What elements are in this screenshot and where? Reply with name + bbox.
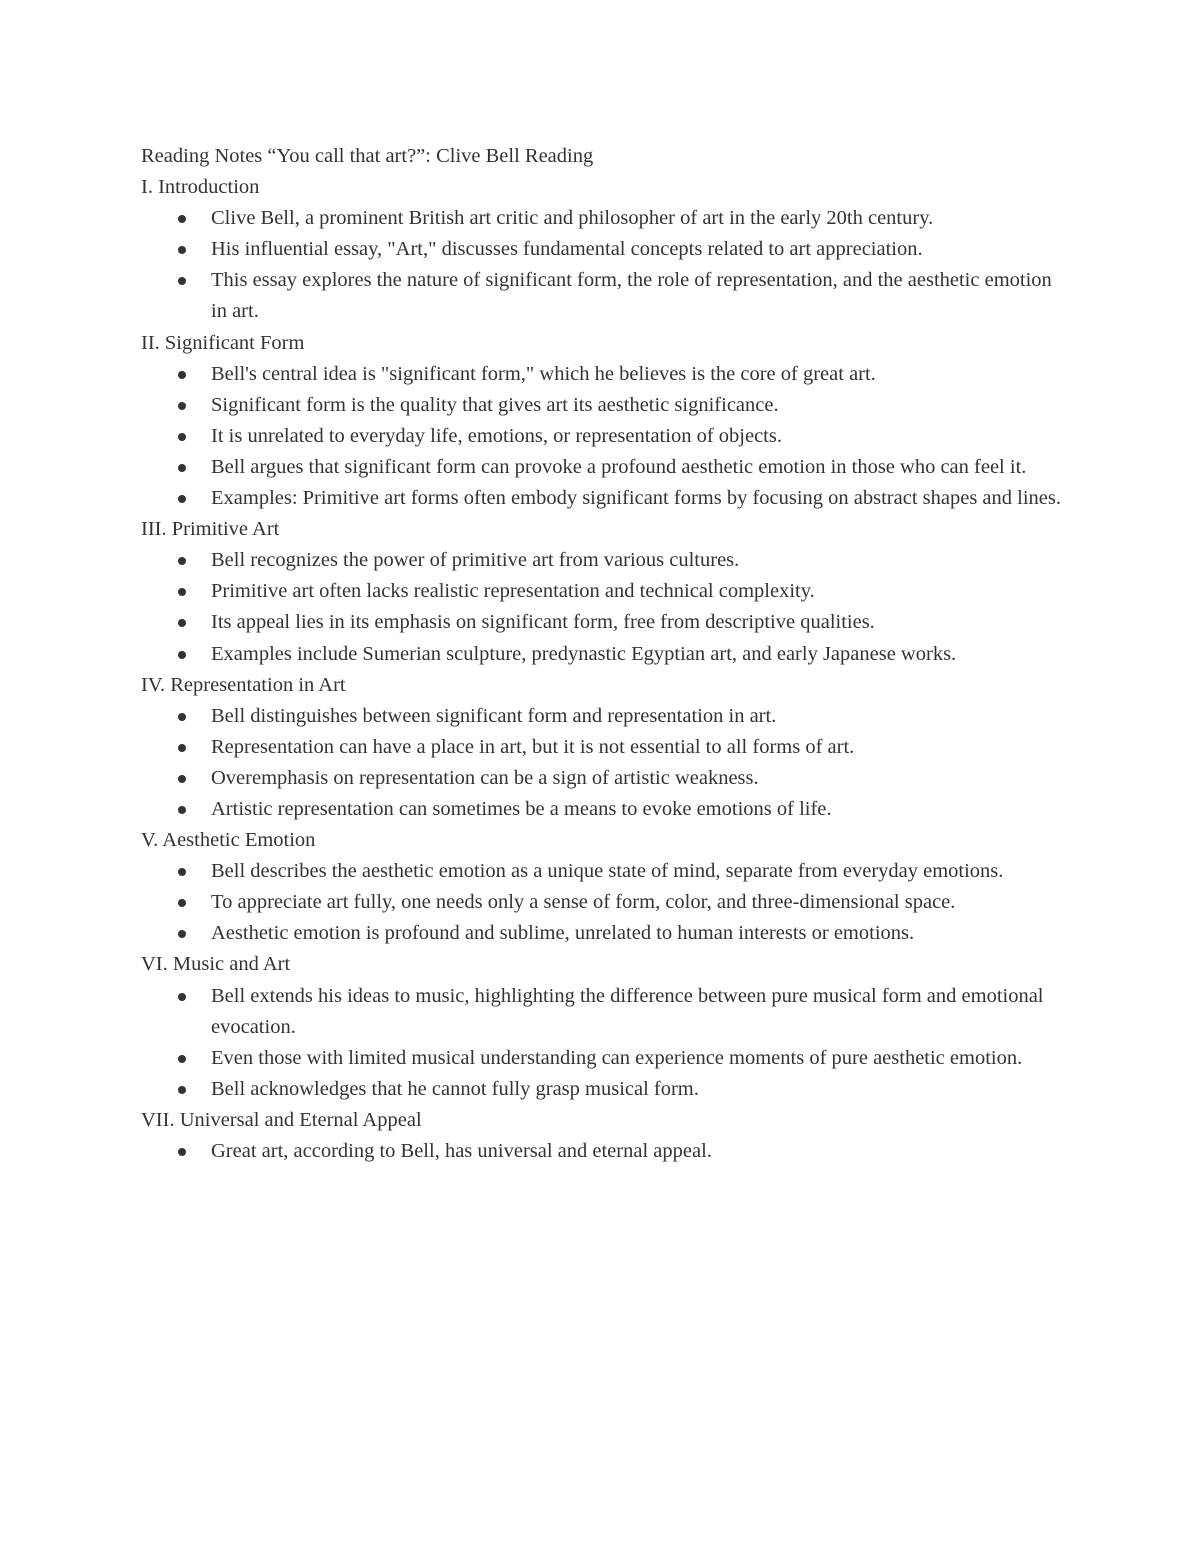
- bullet-icon: [178, 246, 186, 254]
- list-item: [141, 1043, 1071, 1074]
- bullet-text: Bell distinguishes between significant form and representation in art.: [211, 704, 777, 727]
- sections-container: [141, 172, 1071, 1167]
- bullet-icon: [178, 402, 186, 410]
- bullet-text: Primitive art often lacks realistic representation and technical complexity.: [211, 580, 815, 603]
- bullet-icon: [178, 464, 186, 472]
- bullet-icon: [178, 1055, 186, 1063]
- list-item: [141, 390, 1071, 421]
- bullet-icon: [178, 495, 186, 503]
- list-item: [141, 856, 1071, 887]
- list-item: [141, 452, 1071, 483]
- bullet-icon: [178, 775, 186, 783]
- bullet-text: Its appeal lies in its emphasis on significant form, free from descriptive qualities.: [211, 611, 875, 634]
- bullet-icon: [178, 868, 186, 876]
- bullet-text: Clive Bell, a prominent British art critic and philosopher of art in the early 20th century.: [211, 207, 934, 230]
- bullet-text: It is unrelated to everyday life, emotions, or representation of objects.: [211, 424, 782, 447]
- list-item: [141, 265, 1071, 327]
- bullet-icon: [178, 588, 186, 596]
- list-item: [141, 1074, 1071, 1105]
- outline-section: [141, 825, 1071, 949]
- list-item: [141, 701, 1071, 732]
- list-item: [141, 359, 1071, 390]
- bullet-icon: [178, 1086, 186, 1094]
- section-heading: IV. Representation in Art: [141, 673, 346, 696]
- bullet-list: [141, 359, 1071, 514]
- bullet-text: Great art, according to Bell, has universal and eternal appeal.: [211, 1140, 712, 1162]
- list-item: [141, 203, 1071, 234]
- list-item: [141, 234, 1071, 265]
- list-item: [141, 607, 1071, 638]
- document-page: [141, 141, 1071, 1167]
- bullet-text: This essay explores the nature of significant form, the role of representation, and the aesthetic emotion in art.: [211, 269, 1052, 323]
- bullet-list: [141, 856, 1071, 949]
- list-item: [141, 1136, 1071, 1167]
- list-item: [141, 576, 1071, 607]
- bullet-text: Significant form is the quality that gives art its aesthetic significance.: [211, 393, 779, 416]
- bullet-text: Examples: Primitive art forms often embody significant forms by focusing on abstract shapes and lines.: [211, 487, 1061, 510]
- bullet-list: [141, 701, 1071, 825]
- section-heading: VI. Music and Art: [141, 953, 291, 976]
- list-item: [141, 887, 1071, 918]
- bullet-text: His influential essay, "Art," discusses fundamental concepts related to art appreciation.: [211, 238, 923, 261]
- outline-section: [141, 514, 1071, 669]
- list-item: [141, 483, 1071, 514]
- bullet-icon: [178, 371, 186, 379]
- bullet-text: Bell extends his ideas to music, highlighting the difference between pure musical form and emotional evocation.: [211, 984, 1044, 1038]
- section-heading: VII. Universal and Eternal Appeal: [141, 1108, 422, 1131]
- bullet-list: [141, 1136, 1071, 1167]
- bullet-text: Bell's central idea is "significant form," which he believes is the core of great art.: [211, 362, 876, 385]
- section-heading: II. Significant Form: [141, 331, 305, 354]
- bullet-icon: [178, 930, 186, 938]
- bullet-text: Examples include Sumerian sculpture, predynastic Egyptian art, and early Japanese works.: [211, 642, 957, 665]
- bullet-text: Representation can have a place in art, but it is not essential to all forms of art.: [211, 735, 855, 758]
- bullet-icon: [178, 651, 186, 659]
- bullet-list: [141, 203, 1071, 327]
- list-item: [141, 639, 1071, 670]
- bullet-icon: [178, 1148, 186, 1156]
- bullet-icon: [178, 433, 186, 441]
- bullet-list: [141, 981, 1071, 1105]
- bullet-icon: [178, 215, 186, 223]
- bullet-text: Bell recognizes the power of primitive art from various cultures.: [211, 549, 740, 572]
- outline-section: [141, 670, 1071, 825]
- bullet-text: To appreciate art fully, one needs only a sense of form, color, and three-dimensional space.: [211, 891, 956, 914]
- document-title: Reading Notes “You call that art?”: Clive Bell Reading: [141, 145, 594, 167]
- bullet-icon: [178, 619, 186, 627]
- list-item: [141, 732, 1071, 763]
- bullet-icon: [178, 277, 186, 285]
- list-item: [141, 421, 1071, 452]
- section-heading: I. Introduction: [141, 176, 260, 199]
- bullet-icon: [178, 744, 186, 752]
- list-item: [141, 918, 1071, 949]
- section-heading: V. Aesthetic Emotion: [141, 829, 316, 852]
- bullet-icon: [178, 899, 186, 907]
- bullet-text: Overemphasis on representation can be a sign of artistic weakness.: [211, 766, 759, 789]
- outline-section: [141, 949, 1071, 1104]
- bullet-text: Bell acknowledges that he cannot fully grasp musical form.: [211, 1077, 699, 1100]
- outline-section: [141, 328, 1071, 515]
- bullet-list: [141, 545, 1071, 669]
- bullet-icon: [178, 806, 186, 814]
- bullet-icon: [178, 713, 186, 721]
- bullet-text: Even those with limited musical understanding can experience moments of pure aesthetic emotion.: [211, 1046, 1023, 1069]
- bullet-text: Bell argues that significant form can provoke a profound aesthetic emotion in those who can feel it.: [211, 455, 1027, 478]
- bullet-text: Bell describes the aesthetic emotion as a unique state of mind, separate from everyday emotions.: [211, 860, 1004, 883]
- list-item: [141, 763, 1071, 794]
- list-item: [141, 794, 1071, 825]
- section-heading: III. Primitive Art: [141, 518, 280, 541]
- outline-section: [141, 1105, 1071, 1167]
- bullet-icon: [178, 557, 186, 565]
- list-item: [141, 545, 1071, 576]
- bullet-icon: [178, 993, 186, 1001]
- bullet-text: Aesthetic emotion is profound and sublime, unrelated to human interests or emotions.: [211, 922, 915, 945]
- outline-section: [141, 172, 1071, 327]
- list-item: [141, 981, 1071, 1043]
- bullet-text: Artistic representation can sometimes be a means to evoke emotions of life.: [211, 797, 832, 820]
